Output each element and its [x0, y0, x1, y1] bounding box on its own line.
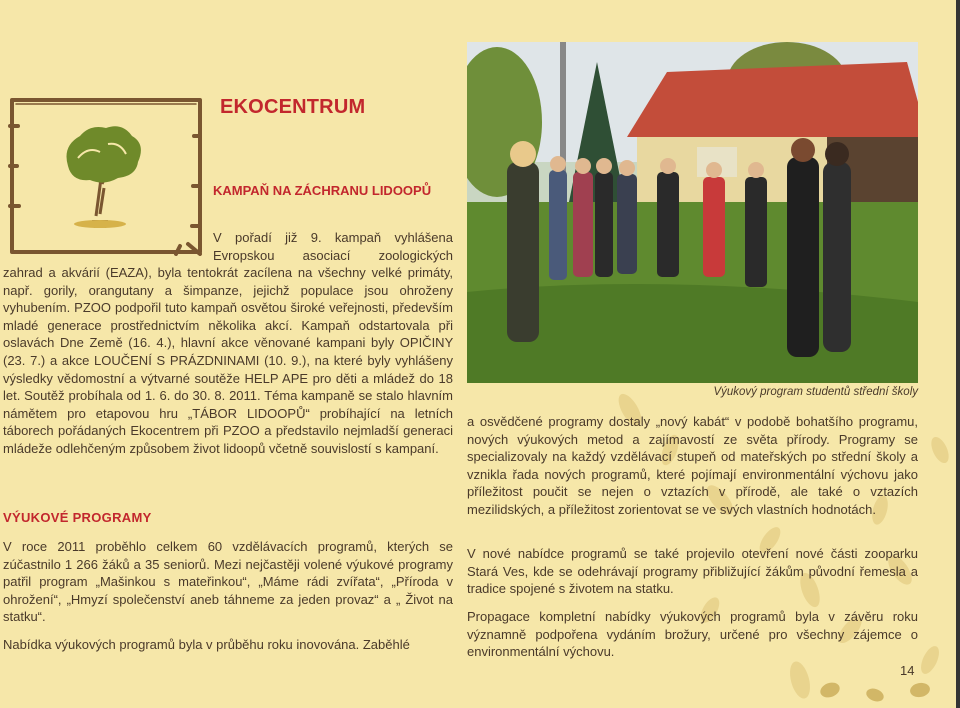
- programs-heading: VÝUKOVÉ PROGRAMY: [3, 510, 152, 525]
- right-paragraph-3: Propagace kompletní nabídky výukových programů byla v závěru roku významně podpořena vydáním brožury, určené pro všechny zájemce o environmentální výchovu.: [467, 609, 918, 660]
- body-part-3: (10. 9.), na které byly vyhlášeny výsledky vědomostní a výtvarné soutěže HELP APE pro děti a mládež do 18 let. Soutěž probíhala od 1. 6. do 30. 8. 2011. Téma kampaně se stalo hlavním námětem pro etapovou hru „TÁBOR LIDOOPŮ“ probíhající na letních táborech pořádaných Ekocentrem při PZOO a představilo nejmladší generaci mládeže odlehčeným způsobem život lidoopů včetně souvislostí s kampaní.: [3, 352, 453, 456]
- article-intro: [213, 229, 453, 264]
- intro-line-2: Evropskou asociací zoologických: [213, 247, 453, 263]
- ekocentrum-tree-logo: [8, 96, 202, 256]
- students-photo: [467, 42, 918, 383]
- article-body: [3, 264, 453, 458]
- page-title: EKOCENTRUM: [220, 96, 366, 118]
- body-part-1: zahrad a akvárií (EAZA), byla tentokrát zacílena na všechny velké primáty, např. gorily, orangutany a šimpanze, jejichž populace jsou ohroženy vyhubením. PZOO podpořil tuto kampaň osvětou široké veřejnosti, především mladé generace prostřednictvím několika akcí. Kampaň odstartovala při oslavách Dne Země (16. 4.), hlavní akce věnované kampani byly: [3, 265, 453, 351]
- page-number: 14: [900, 663, 915, 678]
- programs-paragraph-2: Nabídka výukových programů byla v průběhu roku inovována. Zaběhlé: [3, 637, 410, 652]
- article-subtitle: KAMPAŇ NA ZÁCHRANU LIDOOPŮ: [213, 183, 432, 198]
- page-edge-bar: [956, 0, 960, 708]
- programs-paragraph-1: V roce 2011 proběhlo celkem 60 vzdělávacích programů, kterých se zúčastnilo 1 266 žáků a 35 seniorů. Mezi nejčastěji volené výukové programy patřil program „Mašinkou s mateřinkou“, „Máme rádi zvířata“, „Příroda v ohrožení“, „Hmyzí společenství aneb táhneme za jeden provaz“ a „ Život na statku“.: [3, 539, 453, 625]
- intro-line-1: V pořadí již 9. kampaň vyhlášena: [213, 230, 453, 245]
- right-paragraph-2: V nové nabídce programů se také projevilo otevření nové části zooparku Stará Ves, kde se odehrávají programy přibližující žákům původní řemesla a tradice spojené s životem na statku.: [467, 546, 918, 597]
- right-paragraph-1: a osvědčené programy dostaly „nový kabát“ v podobě bohatšího programu, nových výukových metod a zajímavostí ze světa přírody. Programy se specializovaly na každý vzdělávací stupeň od mateřských po střední školy a vznikla řada nových programů, které pojímají environmentální výchovu jako příležitost poučit se nejen o vztazích v přírodě, ale také o vztazích mezilidských, a příležitost zorientovat se ve svých vlastních hodnotách.: [467, 414, 918, 517]
- event-opiciny: OPIČINY: [399, 335, 453, 351]
- body-part-2: (23. 7.) a akce: [3, 352, 95, 368]
- event-louceni: LOUČENÍ S PRÁZDNINAMI: [94, 352, 260, 368]
- photo-caption: Výukový program studentů střední školy: [713, 386, 918, 398]
